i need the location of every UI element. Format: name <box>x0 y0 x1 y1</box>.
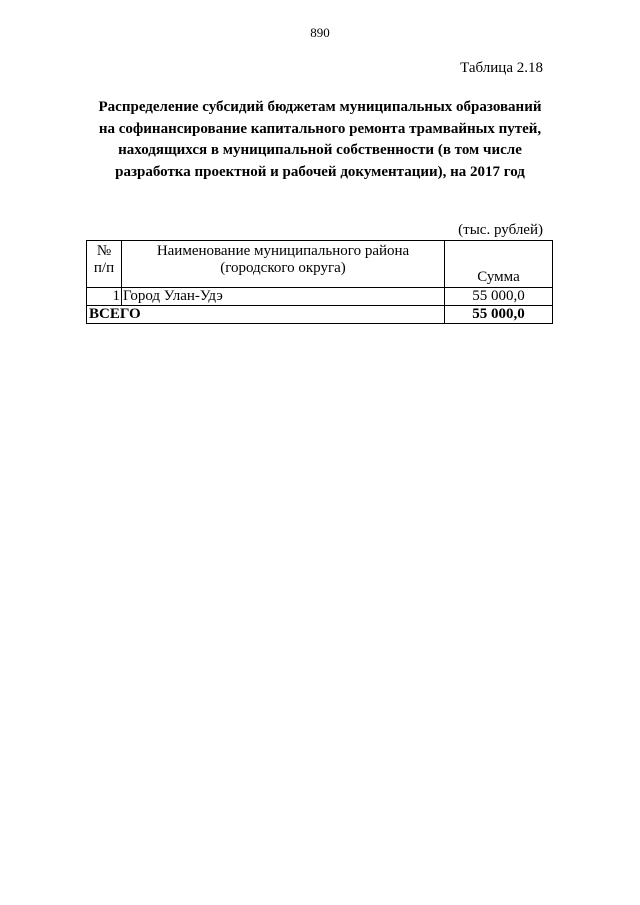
header-sum: Сумма <box>445 241 553 288</box>
header-name-line: (городского округа) <box>220 260 346 276</box>
table-row <box>87 288 553 306</box>
title-line: находящихся в муниципальной собственности (в том числе <box>118 142 522 158</box>
table-caption: Таблица 2.18 <box>460 60 543 76</box>
row-name: Город Улан-Удэ <box>122 288 445 306</box>
units-label: (тыс. рублей) <box>458 222 543 238</box>
page-number: 890 <box>310 25 330 40</box>
subsidy-table <box>86 240 553 324</box>
header-name <box>122 241 445 288</box>
table-header-row <box>87 241 553 288</box>
total-sum: 55 000,0 <box>445 306 553 324</box>
title-line: на софинансирование капитального ремонта трамвайных путей, <box>98 120 542 137</box>
row-number: 1 <box>87 288 122 306</box>
header-name-line: Наименование муниципального района <box>156 243 410 259</box>
row-sum: 55 000,0 <box>445 288 553 306</box>
total-label: ВСЕГО <box>87 306 445 324</box>
document-title <box>60 97 580 183</box>
header-number <box>87 241 122 288</box>
title-line: Распределение субсидий бюджетам муниципальных образований <box>98 99 542 115</box>
table-total-row <box>87 306 553 324</box>
header-number-line: № <box>96 243 112 259</box>
header-number-line: п/п <box>93 260 115 276</box>
title-line: разработка проектной и рабочей документации), на 2017 год <box>115 163 525 180</box>
